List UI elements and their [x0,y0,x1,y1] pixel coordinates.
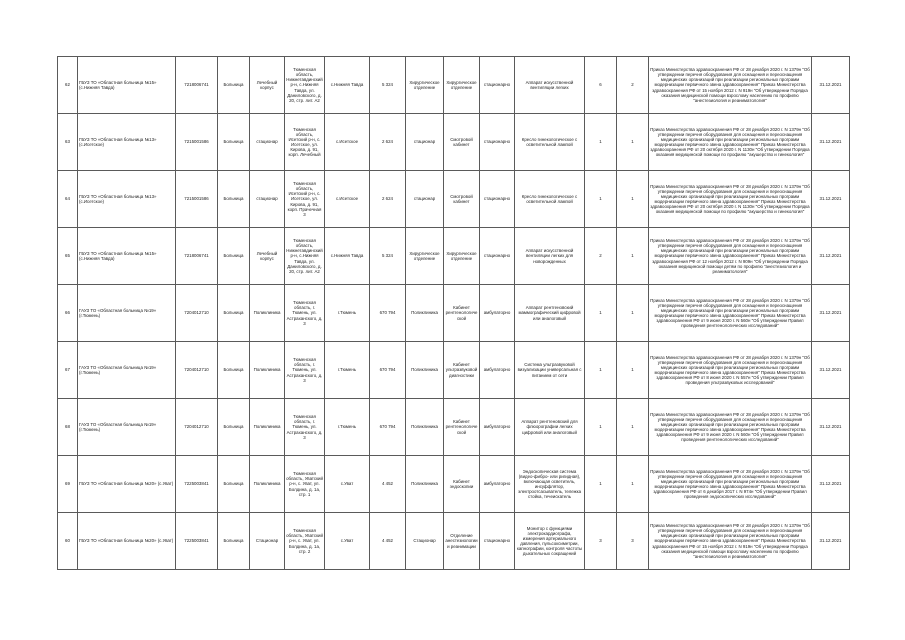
table-row [58,228,850,285]
cell-care: амбулаторно [480,285,515,342]
table-row [58,456,850,513]
cell-settlement: г.Тюмень [325,285,370,342]
cell-qty2: 1 [617,171,649,228]
cell-num: 66 [58,285,78,342]
cell-address: Тюменская область, Уватский р-н, с. Уват, ул. Болдина, д. 1а, стр. 1 [285,456,325,513]
table-row [58,513,850,570]
cell-inn: 7204012710 [176,342,218,399]
cell-qty2: 2 [617,57,649,114]
cell-subdivision: Лечебный корпус [250,228,285,285]
cell-date: 31.12.2021 [812,114,850,171]
cell-address: Тюменская область, г. Тюмень, ул. Астраханского, д. 3 [285,285,325,342]
cell-unit-type: Хирургическое отделение [406,57,444,114]
cell-date: 31.12.2021 [812,513,850,570]
cell-inn: 7204012710 [176,285,218,342]
cell-type: Больница [218,456,250,513]
cell-equipment: Эндоскопическая система (видео-фибро- или ригидная), включающая осветитель, инсуффлятор, электроотсасыватель, тележка стойка, течеискатель [515,456,585,513]
cell-settlement: с.Уват [325,513,370,570]
cell-qty2: 1 [617,399,649,456]
cell-basis: Приказ Министерства здравоохранения РФ от 28 декабря 2020 г. N 1379н "Об утверждении перечня оборудования для оснащения и переоснащения медицинских организаций при реализации региональных программ модернизации первичного звена здравоохранения" Приказ Министерства здравоохранения РФ от 15 ноября 2012 г. N 919н "Об утверждении Порядка оказания медицинской помощи взрослому населению по профилю "анестезиология и реаниматология" [649,513,812,570]
cell-unit: Кабинет рентгенологической [444,399,480,456]
cell-type: Больница [218,228,250,285]
cell-qty1: 2 [585,228,617,285]
cell-population: 4 452 [370,513,406,570]
equipment-table [57,56,850,570]
cell-num: 64 [58,171,78,228]
cell-subdivision: Поликлиника [250,342,285,399]
table-row [58,399,850,456]
cell-basis: Приказ Министерства здравоохранения РФ от 28 декабря 2020 г. N 1379н "Об утверждении перечня оборудования для оснащения и переоснащения медицинских организаций при реализации региональных программ модернизации первичного звена здравоохранения" Приказ Министерства здравоохранения РФ от 15 ноября 2012 г. N 919н "Об утверждении Порядка оказания медицинской помощи взрослому населению по профилю "анестезиология и реаниматология" [649,57,812,114]
cell-care: стационарно [480,171,515,228]
cell-settlement: г.Тюмень [325,399,370,456]
cell-address: Тюменская область, г. Тюмень, ул. Астраханского, д. 3 [285,342,325,399]
cell-population: 670 794 [370,399,406,456]
cell-subdivision: Лечебный корпус [250,57,285,114]
cell-equipment: Система ультразвуковой визуализации универсальная с питанием от сети [515,342,585,399]
table-row [58,57,850,114]
cell-subdivision: Поликлиника [250,285,285,342]
cell-settlement: с.Исетское [325,171,370,228]
cell-org: ГАУЗ ТО «Областная больница №19» (г.Тюмень) [78,399,176,456]
cell-settlement: с.Исетское [325,114,370,171]
cell-care: стационарно [480,57,515,114]
cell-care: амбулаторно [480,456,515,513]
cell-basis: Приказ Министерства здравоохранения РФ от 28 декабря 2020 г. N 1379н "Об утверждении перечня оборудования для оснащения и переоснащения медицинских организаций при реализации региональных программ модернизации первичного звена здравоохранения" Приказ Министерства здравоохранения РФ от 20 октября 2020 г. N 1130н "Об утверждении Порядка оказания медицинской помощи по профилю "акушерство и гинекология" [649,114,812,171]
cell-date: 31.12.2021 [812,285,850,342]
cell-org: ГБУЗ ТО «Областная больница №15» (с.Нижняя Тавда) [78,228,176,285]
cell-settlement: с.Нижняя Тавда [325,228,370,285]
cell-qty2: 1 [617,285,649,342]
cell-unit: Кабинет ультразвуковой диагностики [444,342,480,399]
cell-population: 2 624 [370,114,406,171]
cell-unit: Кабинет эндоскопии [444,456,480,513]
cell-care: стационарно [480,114,515,171]
cell-care: амбулаторно [480,399,515,456]
cell-equipment: Монитор с функциями электрокардиографа, измерения артериального давления, пульсоксиметрии, капнографии, контроля частоты дыхательных сокращений [515,513,585,570]
cell-equipment: Кресло гинекологическое с осветительной лампой [515,114,585,171]
cell-unit-type: Поликлиника [406,456,444,513]
cell-qty1: 1 [585,114,617,171]
cell-basis: Приказ Министерства здравоохранения РФ от 28 декабря 2020 г. N 1379н "Об утверждении перечня оборудования для оснащения и переоснащения медицинских организаций при реализации региональных программ модернизации первичного звена здравоохранения" Приказ Министерства здравоохранения РФ от 9 июня 2020 г. N 560н "Об утверждении Правил проведения рентгенологических исследований" [649,399,812,456]
cell-population: 4 452 [370,456,406,513]
table-row [58,342,850,399]
table-row [58,114,850,171]
cell-unit-type: Поликлиника [406,399,444,456]
cell-qty1: 1 [585,342,617,399]
cell-qty1: 1 [585,456,617,513]
cell-subdivision: стационар [250,171,285,228]
cell-basis: Приказ Министерства здравоохранения РФ от 28 декабря 2020 г. N 1379н "Об утверждении перечня оборудования для оснащения и переоснащения медицинских организаций при реализации региональных программ модернизации первичного звена здравоохранения" Приказ Министерства здравоохранения РФ от 6 декабря 2017 г. N 974н "Об утверждении Правил проведения эндоскопических исследований" [649,456,812,513]
cell-org: ГБУЗ ТО «Областная больница №13» (с.Исетское) [78,171,176,228]
cell-qty2: 3 [617,513,649,570]
cell-inn: 7215001586 [176,114,218,171]
cell-type: Больница [218,57,250,114]
cell-equipment: Аппарат рентгеновский маммографический цифровой или аналоговый [515,285,585,342]
cell-subdivision: Стационар [250,513,285,570]
cell-num: 63 [58,114,78,171]
cell-inn: 7225003841 [176,456,218,513]
cell-unit: Кабинет рентгенологической [444,285,480,342]
cell-type: Больница [218,114,250,171]
cell-settlement: с.Уват [325,456,370,513]
cell-org: ГБУЗ ТО «Областная больница №13» (с.Исетское) [78,114,176,171]
cell-org: ГБУЗ ТО «Областная больница №15» (с.Нижняя Тавда) [78,57,176,114]
cell-equipment: Аппарат искусственной вентиляции легких для новорожденных [515,228,585,285]
cell-inn: 7204012710 [176,399,218,456]
cell-num: 69 [58,456,78,513]
cell-date: 31.12.2021 [812,228,850,285]
cell-care: амбулаторно [480,342,515,399]
cell-population: 5 324 [370,228,406,285]
cell-num: 65 [58,228,78,285]
cell-date: 31.12.2021 [812,342,850,399]
cell-type: Больница [218,285,250,342]
cell-basis: Приказ Министерства здравоохранения РФ от 28 декабря 2020 г. N 1379н "Об утверждении перечня оборудования для оснащения и переоснащения медицинских организаций при реализации региональных программ модернизации первичного звена здравоохранения" Приказ Министерства здравоохранения РФ от 20 октября 2020 г. N 1130н "Об утверждении Порядка оказания медицинской помощи по профилю "акушерство и гинекология" [649,171,812,228]
cell-qty2: 1 [617,342,649,399]
cell-inn: 7215001586 [176,171,218,228]
cell-date: 31.12.2021 [812,57,850,114]
cell-address: Тюменская область, Нижнетавдинский р-н, с.Нижняя Тавда, ул. Даниловского, д. 20, стр. лит. А2 [285,228,325,285]
cell-basis: Приказ Министерства здравоохранения РФ от 28 декабря 2020 г. N 1379н "Об утверждении перечня оборудования для оснащения и переоснащения медицинских организаций при реализации региональных программ модернизации первичного звена здравоохранения" Приказ Министерства здравоохранения РФ от 12 ноября 2012 г. N 909н "Об утверждении Порядка оказания медицинской помощи детям по профилю "анестезиология и реаниматология" [649,228,812,285]
document-page [57,56,849,570]
cell-org: ГБУЗ ТО «Областная больница №20» (с.Уват) [78,456,176,513]
cell-num: 62 [58,57,78,114]
cell-type: Больница [218,513,250,570]
cell-unit-type: Стационар [406,513,444,570]
cell-qty2: 1 [617,228,649,285]
cell-inn: 7225003841 [176,513,218,570]
cell-unit: Хирургическое отделение [444,228,480,285]
cell-type: Больница [218,399,250,456]
cell-unit: Смотровой кабинет [444,171,480,228]
table-row [58,171,850,228]
cell-unit: Хирургическое отделение [444,57,480,114]
cell-num: 67 [58,342,78,399]
cell-type: Больница [218,342,250,399]
cell-address: Тюменская область, Исетский р-н, с. Исетское, ул. Кирова, д. 91, корп. Прачечная 3 [285,171,325,228]
cell-qty1: 1 [585,399,617,456]
cell-unit-type: Поликлиника [406,285,444,342]
cell-address: Тюменская область, Нижнетавдинский р-н, с.Нижняя Тавда, ул. Даниловского, д. 20, стр. лит. А2 [285,57,325,114]
cell-equipment: Аппарат искусственной вентиляции легких [515,57,585,114]
cell-date: 31.12.2021 [812,456,850,513]
cell-unit-type: стационар [406,114,444,171]
cell-num: 60 [58,513,78,570]
cell-unit: Отделение анестезиологии и реанимации [444,513,480,570]
cell-equipment: Аппарат рентгеновский для флюорографии легких цифровой или аналоговый [515,399,585,456]
table-row [58,285,850,342]
cell-basis: Приказ Министерства здравоохранения РФ от 28 декабря 2020 г. N 1379н "Об утверждении перечня оборудования для оснащения и переоснащения медицинских организаций при реализации региональных программ модернизации первичного звена здравоохранения" Приказ Министерства здравоохранения РФ от 9 июня 2020 г. N 560н "Об утверждении Правил проведения рентгенологических исследований" [649,285,812,342]
cell-org: ГБУЗ ТО «Областная больница №20» (с.Уват) [78,513,176,570]
cell-population: 2 624 [370,171,406,228]
cell-address: Тюменская область, Исетский р-н, с. Исетское, ул. Кирова, д. 91, корп. Лечебный [285,114,325,171]
cell-equipment: Кресло гинекологическое с осветительной лампой [515,171,585,228]
cell-settlement: г.Тюмень [325,342,370,399]
cell-org: ГАУЗ ТО «Областная больница №19» (г.Тюмень) [78,285,176,342]
cell-settlement: с.Нижняя Тавда [325,57,370,114]
cell-qty2: 1 [617,456,649,513]
cell-care: стационарно [480,228,515,285]
cell-qty1: 1 [585,171,617,228]
cell-population: 670 794 [370,342,406,399]
cell-qty1: 6 [585,57,617,114]
cell-population: 670 794 [370,285,406,342]
cell-address: Тюменская область, Уватский р-н, с. Уват, ул. Болдина, д. 1а, стр. 2 [285,513,325,570]
cell-inn: 7218006741 [176,228,218,285]
cell-org: ГАУЗ ТО «Областная больница №19» (г.Тюмень) [78,342,176,399]
cell-unit-type: Поликлиника [406,342,444,399]
cell-num: 68 [58,399,78,456]
cell-qty2: 1 [617,114,649,171]
cell-date: 31.12.2021 [812,399,850,456]
cell-unit: Смотровой кабинет [444,114,480,171]
cell-unit-type: Хирургическое отделение [406,228,444,285]
cell-qty1: 3 [585,513,617,570]
cell-address: Тюменская область, г. Тюмень, ул. Астраханского, д. 3 [285,399,325,456]
cell-subdivision: Поликлиника [250,399,285,456]
cell-care: стационарно [480,513,515,570]
cell-basis: Приказ Министерства здравоохранения РФ от 28 декабря 2020 г. N 1379н "Об утверждении перечня оборудования для оснащения и переоснащения медицинских организаций при реализации региональных программ модернизации первичного звена здравоохранения" Приказ Министерства здравоохранения РФ от 8 июня 2020 г. N 557н "Об утверждении Правил проведения ультразвуковых исследований" [649,342,812,399]
cell-qty1: 1 [585,285,617,342]
cell-type: Больница [218,171,250,228]
cell-subdivision: Поликлиника [250,456,285,513]
cell-unit-type: стационар [406,171,444,228]
cell-subdivision: стационар [250,114,285,171]
cell-date: 31.12.2021 [812,171,850,228]
cell-inn: 7218006741 [176,57,218,114]
cell-population: 5 324 [370,57,406,114]
